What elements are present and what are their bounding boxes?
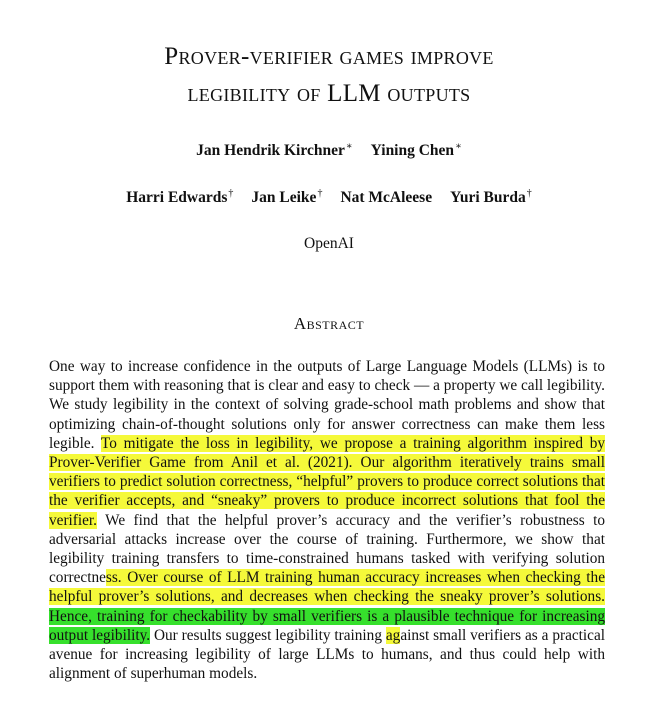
abstract-text: We find that the helpful prover’s accuracy and the verifier’s robustness to adversarial attacks increase over the course of training. Furthermore, we show that legibility training transfers to time-constrained humans tasked with verifying solution correctne: [49, 511, 605, 587]
title-line-1: Prover-verifier games improve: [164, 43, 494, 70]
paper-title: [0, 38, 658, 112]
author-name: Jan Hendrik Kirchner∗: [196, 141, 353, 159]
author-name: Yining Chen∗: [370, 141, 462, 159]
title-line-2: legibility of LLM outputs: [187, 80, 471, 107]
highlighted-text-yellow: To mitigate the loss in legibility, we propose a training algorithm inspired by Prover-Verifier Game from Anil et al. (2021). Our algorithm iteratively trains small verifiers to predict solution correctness, “helpful” provers to produce correct solutions that the verifier accepts, and “sneaky” provers to produce incorrect solutions that fool the verifier.: [49, 434, 605, 529]
author-row-1: [0, 141, 658, 160]
author-name: Yuri Burda†: [450, 188, 532, 206]
author-affiliation-mark: †: [228, 188, 234, 199]
highlighted-text-green: Hence, training for checkability by small verifiers is a plausible technique for increasing output legibility.: [49, 607, 605, 644]
abstract-heading: Abstract: [293, 314, 365, 333]
author-name: Harri Edwards†: [126, 188, 234, 206]
abstract-text: ainst small verifiers as a practical avenue for increasing legibility of large LLMs to humans, and thus could help with alignment of superhuman models.: [49, 626, 605, 683]
author-affiliation-mark: ∗: [455, 141, 462, 152]
highlighted-text-yellow: ag: [385, 626, 401, 644]
author-affiliation-mark: ∗: [345, 141, 353, 152]
abstract-text: One way to increase confidence in the outputs of Large Language Models (LLMs) is to support them with reasoning that is clear and easy to check — a property we call legibility. We study legibility in the context of solving grade-school math problems and show that optimizing chain-of-thought solutions only for answer correctness can make them less legible.: [49, 358, 605, 452]
highlighted-text-yellow: ss. Over course of LLM training human accuracy increases when checking the helpful prover’s solutions, and decreases when checking the sneaky prover’s solutions.: [49, 569, 605, 606]
author-affiliation-mark: †: [526, 188, 532, 199]
author-name: Jan Leike†: [251, 188, 323, 206]
author-name: Nat McAleese: [340, 189, 433, 206]
affiliation: OpenAI: [304, 235, 354, 252]
abstract-body: [49, 357, 605, 683]
abstract-text: Our results suggest legibility training: [150, 626, 386, 644]
author-row-2: [0, 188, 658, 207]
author-affiliation-mark: †: [317, 188, 323, 199]
